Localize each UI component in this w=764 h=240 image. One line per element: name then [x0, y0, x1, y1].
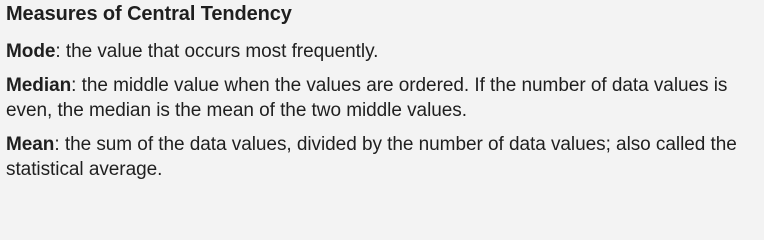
- definition-text-mean: the sum of the data values, divided by the number of data values; also called the statistical average.: [6, 134, 737, 180]
- page-title: Measures of Central Tendency: [6, 3, 292, 25]
- definition-mean: [6, 132, 758, 182]
- term-mode: Mode: [6, 41, 56, 62]
- definition-median: [6, 73, 758, 123]
- term-mean: Mean: [6, 134, 55, 155]
- term-separator: :: [54, 134, 60, 155]
- definition-mode: [6, 39, 758, 64]
- definition-text-median: the middle value when the values are ordered. If the number of data values is even, the median is the mean of the two middle values.: [6, 75, 728, 121]
- term-separator: :: [71, 75, 77, 96]
- definition-text-mode: the value that occurs most frequently.: [60, 41, 379, 62]
- term-median: Median: [6, 75, 72, 96]
- term-separator: :: [55, 41, 61, 62]
